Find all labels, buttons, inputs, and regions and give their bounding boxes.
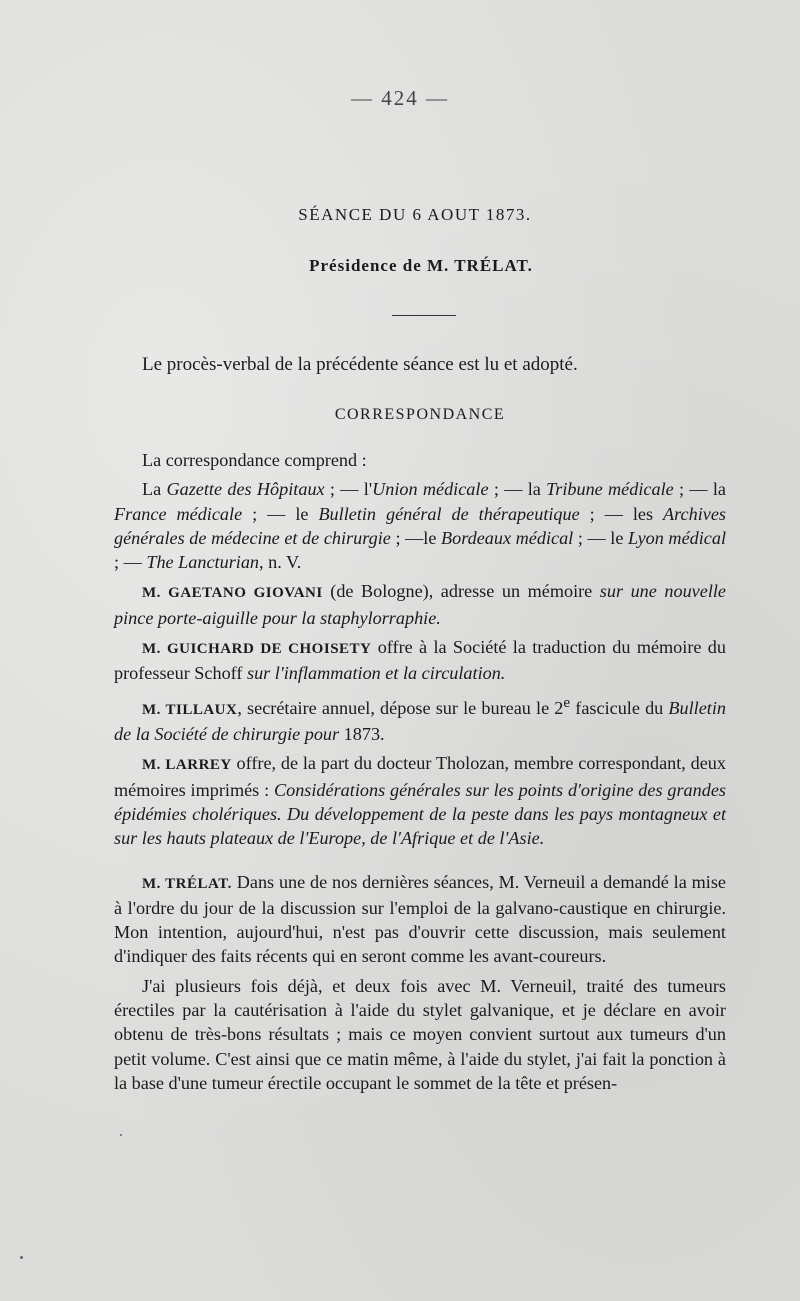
journal-title: France médicale [114, 503, 243, 524]
paragraph: M. TRÉLAT. Dans une de nos dernières séances, M. Verneuil a demandé la mise à l'ordre du jour de la discussion sur l'emploi de la galvano-caustique en chirurgie. Mon intention, aujourd'hui, n'est pas d'ouvrir cette discussion, mais seulement d'indiquer des faits récents qui en seront comme les avant-coureurs. [114, 871, 726, 967]
paragraph: M. GAETANO GIOVANI (de Bologne), adresse un mémoire sur une nouvelle pince porte-aiguille pour la staphylorraphie. [114, 581, 726, 628]
paper-speck [120, 1134, 122, 1136]
speaker-name: M. TILLAUX [142, 701, 238, 718]
speaker-name: M. TRÉLAT. [142, 875, 232, 892]
intro-paragraph: Le procès-verbal de la précédente séance est lu et adopté. [142, 354, 578, 375]
paragraph: J'ai plusieurs fois déjà, et deux fois avec M. Verneuil, traité des tumeurs érectiles par la cautérisation à l'aide du stylet galvanique, et je déclare en avoir obtenu de très-bons résultats ; mais ce moyen convient surtout aux tumeurs d'un petit volume. C'est ainsi que ce matin même, à l'aide du stylet, j'ai fait la ponction à la base d'une tumeur érectile occupant le sommet de la tête et présen- [114, 975, 726, 1093]
presidency-line: Présidence de M. TRÉLAT. [309, 256, 533, 275]
journal-title: The Lancturian [146, 552, 260, 573]
journal-title: Bordeaux médical [441, 527, 574, 548]
speaker-name: M. GAETANO GIOVANI [142, 585, 323, 602]
journal-title: Lyon médical [628, 527, 727, 548]
session-title: SÉANCE DU 6 AOUT 1873. [298, 205, 532, 224]
body-text [114, 448, 726, 1095]
journal-title: Gazette des Hôpitaux [166, 479, 325, 500]
speaker-name: M. GUICHARD DE CHOISETY [142, 641, 372, 658]
paragraph: M. GUICHARD DE CHOISETY offre à la Société la traduction du mémoire du professeur Schoff sur l'inflammation et la circulation. [114, 637, 726, 684]
journal-title: Archives générales de médecine et de chirurgie [114, 503, 727, 548]
page-number: — 424 — [351, 86, 449, 110]
paragraph: M. TILLAUX, secrétaire annuel, dépose sur le bureau le 2e fascicule du Bulletin de la Société de chirurgie pour 1873. [114, 693, 727, 745]
journal-title: Bulletin général de thérapeutique [318, 503, 580, 524]
separator-rule [392, 315, 456, 316]
journal-title: Tribune médicale [546, 479, 674, 500]
speaker-name: M. LARREY [142, 757, 232, 774]
paper-speck [20, 1256, 23, 1259]
paragraph: La correspondance comprend : [142, 450, 367, 470]
paragraph: La Gazette des Hôpitaux ; — l'Union médicale ; — la Tribune médicale ; — la France médicale ; — le Bulletin général de thérapeutique ; — les Archives générales de médecine et de chirurgie ; —le Bordeaux médical ; — le Lyon médical ; — The Lancturian, n. V. [114, 479, 727, 573]
paragraph: M. LARREY offre, de la part du docteur Tholozan, membre correspondant, deux mémoires imprimés : Considérations générales sur les points d'origine des grandes épidémies cholériques. Du développement de la peste dans les pays montagneux et sur les hauts plateaux de l'Europe, de l'Afrique et de l'Asie. [114, 753, 726, 849]
section-heading: CORRESPONDANCE [334, 406, 506, 423]
journal-title: Union médicale [372, 479, 489, 500]
